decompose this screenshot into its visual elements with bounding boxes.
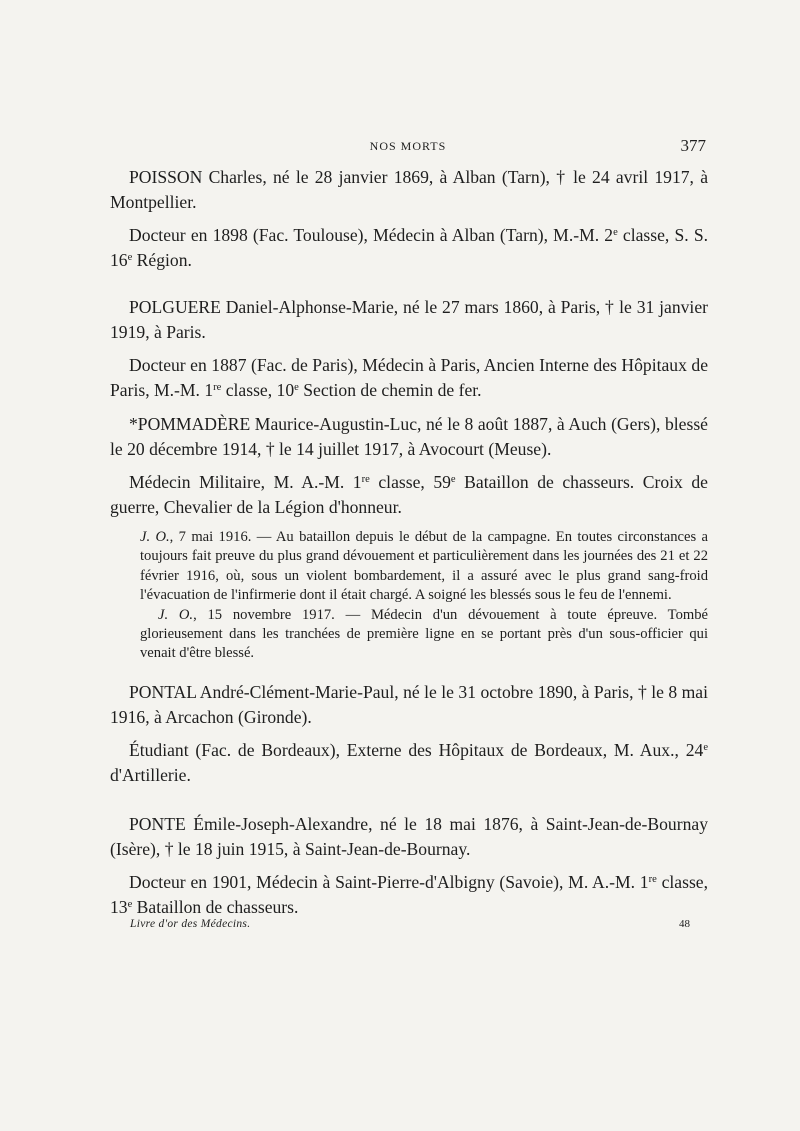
entry-details: Médecin Militaire, M. A.-M. 1re classe, 59e Bataillon de chasseurs. Croix de guerre, Chevalier de la Légion d'honneur. xyxy=(110,472,708,517)
entry-poisson xyxy=(110,165,708,273)
footer-book-title: Livre d'or des Médecins. xyxy=(130,918,251,930)
entry-name-line: PONTE Émile-Joseph-Alexandre, né le 18 mai 1876, à Saint-Jean-de-Bournay (Isère), † le 18 juin 1915, à Saint-Jean-de-Bournay. xyxy=(110,813,708,859)
entry-pontal xyxy=(110,680,708,788)
entry-name-line: POISSON Charles, né le 28 janvier 1869, à Alban (Tarn), † le 24 avril 1917, à Montpellier. xyxy=(110,167,708,212)
entry-details: Étudiant (Fac. de Bordeaux), Externe des Hôpitaux de Bordeaux, M. Aux., 24e d'Artillerie. xyxy=(110,739,708,785)
signature-number: 48 xyxy=(679,918,690,930)
entry-ponte xyxy=(110,812,708,920)
entry-pommadere xyxy=(110,412,708,520)
citation: J. O., 15 novembre 1917. — Médecin d'un dévouement à toute épreuve. Tombé glorieusement dans les tranchées de première ligne en se portant près d'un sous-officier qui venait d'être blessé. xyxy=(140,606,708,662)
page-footer xyxy=(130,918,690,936)
entry-details: Docteur en 1901, Médecin à Saint-Pierre-d'Albigny (Savoie), M. A.-M. 1re classe, 13e Bataillon de chasseurs. xyxy=(110,871,708,917)
text-body xyxy=(110,165,708,920)
entry-details: Docteur en 1898 (Fac. Toulouse), Médecin à Alban (Tarn), M.-M. 2e classe, S. S. 16e Région. xyxy=(110,225,708,270)
running-head xyxy=(110,136,706,156)
running-title: NOS MORTS xyxy=(369,139,447,153)
entry-name-line: *POMMADÈRE Maurice-Augustin-Luc, né le 8 août 1887, à Auch (Gers), blessé le 20 décembre 1914, † le 14 juillet 1917, à Avocourt (Meuse). xyxy=(110,414,708,459)
citation: J. O., 7 mai 1916. — Au bataillon depuis le début de la campagne. En toutes circonstances a toujours fait preuve du plus grand dévouement et particulièrement dans les journées des 21 et 22 février 1916, où, sous un violent bombardement, il a assuré avec le plus grand sang-froid l'évacuation de l'infirmerie dont il était chargé. A soigné les blessés sous le feu de l'ennemi. xyxy=(140,529,708,604)
citation-block xyxy=(140,528,708,664)
entry-details: Docteur en 1887 (Fac. de Paris), Médecin à Paris, Ancien Interne des Hôpitaux de Paris, M.-M. 1re classe, 10e Section de chemin de fer. xyxy=(110,355,708,400)
entry-name-line: POLGUERE Daniel-Alphonse-Marie, né le 27 mars 1860, à Paris, † le 31 janvier 1919, à Paris. xyxy=(110,297,708,342)
page-number: 377 xyxy=(680,136,706,155)
entry-name-line: PONTAL André-Clément-Marie-Paul, né le le 31 octobre 1890, à Paris, † le 8 mai 1916, à Arcachon (Gironde). xyxy=(110,681,708,727)
entry-polguere xyxy=(110,295,708,403)
